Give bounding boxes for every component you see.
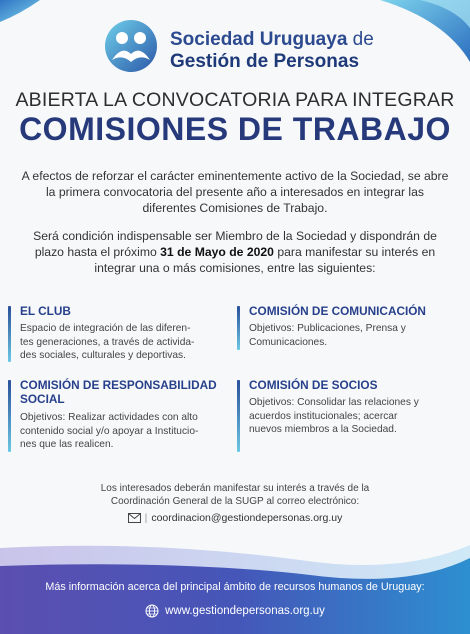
- sugp-logo: [100, 18, 374, 76]
- deadline-paragraph: Será condición indispensable ser Miembro de la Sociedad y dispondrán de plazo hasta el próximo 31 de Mayo de 2020 para manifestar su interés en integrar una o más comisiones, entre las siguientes:: [33, 229, 437, 275]
- footer-text: Más información acerca del principal ámbito de recursos humanos de Uruguay:: [45, 581, 425, 593]
- logo-people-icon: [100, 18, 162, 74]
- commission-description: Objetivos: Consolidar las relaciones y acuerdos institucionales; acercar nuevos miembros a la Sociedad.: [249, 397, 419, 435]
- commission-description: Objetivos: Realizar actividades con alto contenido social y/o apoyar a Institucio- nes que las realicen.: [20, 412, 199, 450]
- commission-title: COMISIÓN DE COMUNICACIÓN: [249, 304, 426, 318]
- accent-bar: [237, 380, 240, 452]
- headline-subtitle: ABIERTA LA CONVOCATORIA PARA INTEGRAR: [15, 89, 455, 111]
- separator: |: [144, 512, 148, 524]
- accent-bar: [237, 306, 240, 350]
- contact-email-link[interactable]: coordinacion@gestiondepersonas.org.uy: [151, 512, 343, 524]
- website-link[interactable]: www.gestiondepersonas.org.uy: [165, 605, 325, 618]
- deadline-date: 31 de Mayo de 2020: [160, 245, 274, 259]
- contact-instructions: Los interesados deberán manifestar su interés a través de la Coordinación General de la SUGP al correo electrónico:: [100, 483, 370, 507]
- headline-title: COMISIONES DE TRABAJO: [19, 111, 451, 147]
- logo-text-line1: Sociedad Uruguaya de: [170, 29, 374, 50]
- website-row: [0, 604, 470, 618]
- mail-icon: [128, 513, 141, 523]
- commission-title: COMISIÓN DE RESPONSABILIDAD SOCIAL: [20, 378, 217, 406]
- commission-title: EL CLUB: [20, 304, 71, 318]
- commission-description: Espacio de integración de las diferen- tes generaciones, a través de activida- des sociales, culturales y deportivas.: [20, 323, 195, 361]
- globe-icon: [145, 604, 159, 618]
- commission-title: COMISIÓN DE SOCIOS: [249, 378, 378, 392]
- commission-description: Objetivos: Publicaciones, Prensa y Comunicaciones.: [249, 323, 406, 348]
- contact-email-row: [0, 512, 470, 524]
- accent-bar: [8, 380, 11, 452]
- intro-paragraph: A efectos de reforzar el carácter eminentemente activo de la Sociedad, se abre la primera convocatoria del presente año a interesados en integrar las diferentes Comisiones de Trabajo.: [21, 169, 449, 215]
- logo-text-line2: Gestión de Personas: [170, 51, 360, 72]
- accent-bar: [8, 306, 11, 362]
